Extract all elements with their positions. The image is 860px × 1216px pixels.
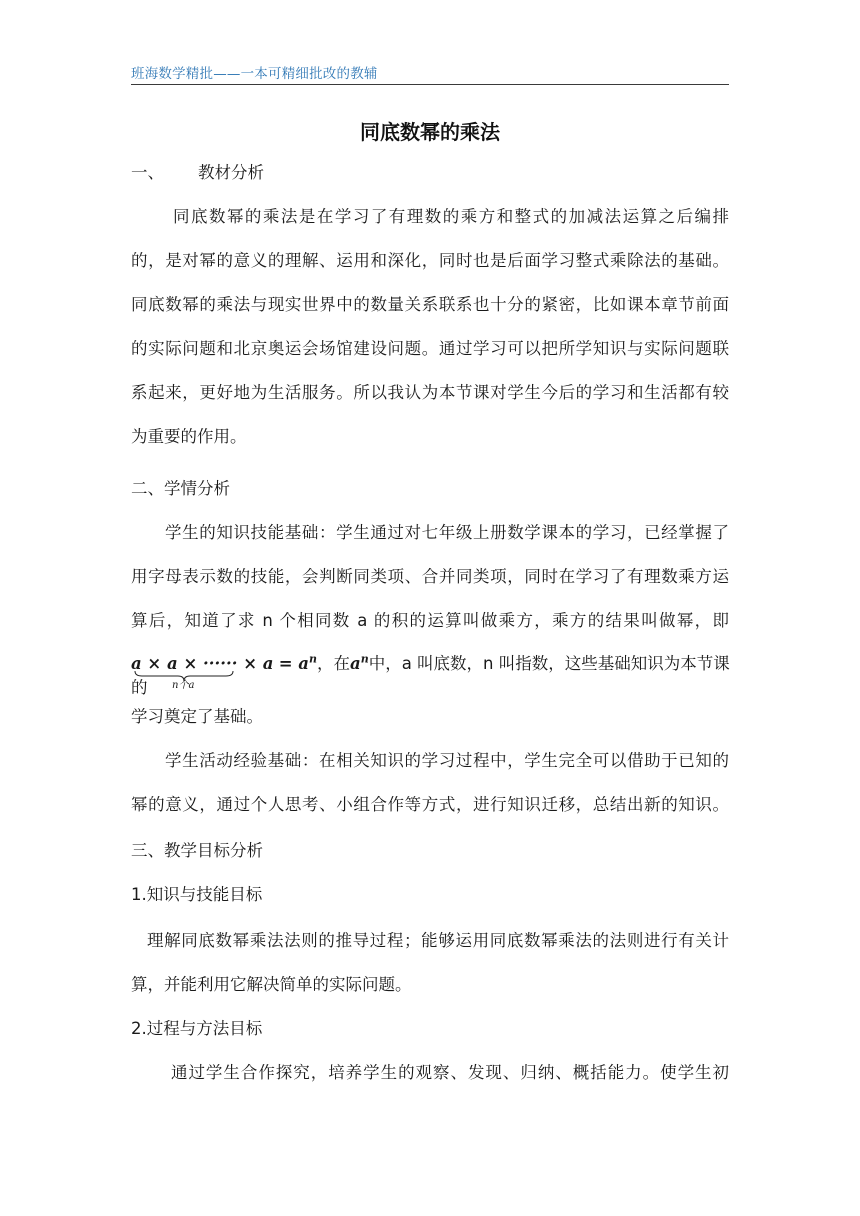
formula-eq: = a — [278, 654, 309, 673]
section-1-label: 教材分析 — [198, 163, 264, 182]
formula-power-exponent: n — [360, 652, 369, 666]
paragraph-line: 幂的意义，通过个人思考、小组合作等方式，进行知识迁移，总结出新的知识。 — [131, 795, 729, 814]
formula-lhs: a × a × ······ × a — [131, 654, 274, 673]
paragraph-line: 用字母表示数的技能，会判断同类项、合并同类项，同时在学习了有理数乘方运 — [131, 567, 729, 586]
underbrace-label: n个a — [172, 680, 195, 691]
section-heading-2: 二、学情分析 — [131, 479, 230, 498]
document-title: 同底数幂的乘法 — [360, 120, 500, 144]
section-1-number: 一、 — [131, 163, 164, 182]
paragraph-line: 通过学生合作探究，培养学生的观察、发现、归纳、概括能力。使学生初 — [171, 1063, 729, 1082]
paragraph-line: 同底数幂的乘法与现实世界中的数量关系联系也十分的紧密，比如课本章节前面 — [131, 295, 729, 314]
formula-exponent: n — [309, 652, 317, 666]
subsection-heading-2: 2.过程与方法目标 — [131, 1019, 263, 1038]
paragraph-line: 理解同底数幂乘法法则的推导过程；能够运用同底数幂乘法的法则进行有关计 — [147, 931, 729, 950]
paragraph-line: 算后，知道了求 n 个相同数 a 的积的运算叫做乘方，乘方的结果叫做幂，即 — [131, 611, 729, 630]
subsection-heading-1: 1.知识与技能目标 — [131, 885, 263, 904]
paragraph-line: 学习奠定了基础。 — [131, 707, 263, 726]
paragraph-line: 系起来，更好地为生活服务。所以我认为本节课对学生今后的学习和生活都有较 — [131, 383, 729, 402]
section-heading-3: 三、教学目标分析 — [131, 841, 263, 860]
formula-mid: ，在 — [317, 654, 350, 673]
paragraph-line: 学生活动经验基础：在相关知识的学习过程中，学生完全可以借助于已知的 — [165, 751, 729, 770]
paragraph-line: 的，是对幂的意义的理解、运用和深化，同时也是后面学习整式乘除法的基础。 — [131, 251, 729, 270]
formula-tail: 中，a 叫底数，n 叫指数，这些基础知识为本节课的 — [131, 654, 730, 697]
paragraph-line: 为重要的作用。 — [131, 427, 247, 446]
paragraph-line: 的实际问题和北京奥运会场馆建设问题。通过学习可以把所学知识与实际问题联 — [131, 339, 729, 358]
formula-power-base: a — [350, 654, 361, 673]
section-heading-1 — [131, 162, 729, 184]
paragraph-line: 同底数幂的乘法是在学习了有理数的乘方和整式的加减法运算之后编排 — [173, 207, 729, 226]
paragraph-line: 算，并能利用它解决简单的实际问题。 — [131, 975, 412, 994]
header-text: 班海数学精批——一本可精细批改的教辅 — [131, 66, 378, 82]
page-header — [131, 62, 729, 85]
paragraph-line: 学生的知识技能基础：学生通过对七年级上册数学课本的学习，已经掌握了 — [165, 523, 729, 542]
